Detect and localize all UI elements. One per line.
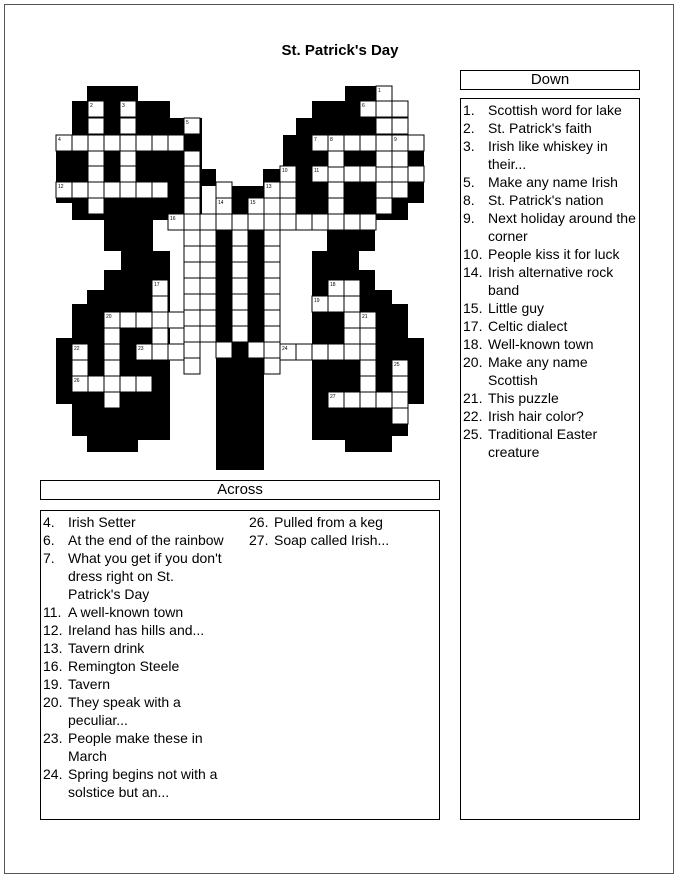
clue-item	[463, 137, 637, 173]
cell-number: 24	[282, 346, 288, 352]
cell-number: 23	[138, 346, 144, 352]
clue-text: Scottish word for lake	[488, 102, 622, 118]
cell-number: 19	[314, 298, 320, 304]
clue-text: Make any name Scottish	[488, 354, 588, 388]
cell-number: 15	[250, 200, 256, 206]
across-clues-box	[40, 510, 440, 820]
clue-item	[43, 639, 225, 657]
cell-number: 14	[218, 200, 224, 206]
down-clues-box	[460, 98, 640, 820]
clue-number: 15.	[463, 300, 483, 316]
clue-item	[43, 657, 225, 675]
clue-text: Celtic dialect	[488, 318, 568, 334]
cell-number: 22	[74, 346, 80, 352]
clue-item	[43, 603, 225, 621]
clue-item	[463, 425, 637, 461]
clue-item	[43, 675, 225, 693]
clue-text: Traditional Easter creature	[488, 426, 598, 460]
cell-number: 18	[330, 282, 336, 288]
clue-number: 18.	[463, 336, 483, 352]
clue-item	[463, 173, 637, 191]
clue-text: Remington Steele	[68, 658, 180, 674]
cell-number: 5	[186, 120, 189, 126]
clue-number: 13.	[43, 640, 63, 656]
cell-number: 10	[282, 168, 288, 174]
clue-item	[463, 389, 637, 407]
clue-number: 14.	[463, 264, 483, 280]
cell-number: 27	[330, 394, 336, 400]
cell-number: 8	[330, 137, 333, 143]
cell-number: 11	[314, 168, 320, 174]
clue-item	[463, 317, 637, 335]
clue-number: 16.	[43, 658, 63, 674]
clue-number: 5.	[463, 174, 475, 190]
clue-number: 3.	[463, 138, 475, 154]
cell-number: 25	[394, 362, 400, 368]
clue-text: St. Patrick's nation	[488, 192, 604, 208]
clue-text: Soap called Irish...	[274, 532, 390, 548]
clue-number: 12.	[43, 622, 63, 638]
clue-number: 1.	[463, 102, 475, 118]
cell-number: 7	[314, 137, 317, 143]
cell-number: 4	[58, 137, 61, 143]
cell-number: 26	[74, 378, 80, 384]
clue-number: 10.	[463, 246, 483, 262]
clue-number: 6.	[43, 532, 55, 548]
clue-text: They speak with a peculiar...	[68, 694, 181, 728]
clue-item	[463, 263, 637, 299]
clue-number: 9.	[463, 210, 475, 226]
clue-number: 11.	[43, 604, 62, 620]
clue-item	[43, 549, 225, 603]
clue-number: 24.	[43, 766, 63, 782]
cell-number: 9	[394, 137, 397, 143]
clue-text: Irish Setter	[68, 514, 136, 530]
clue-item	[463, 209, 637, 245]
clue-item	[43, 531, 225, 549]
across-clue-column-1	[43, 513, 225, 801]
across-header: Across	[40, 480, 440, 500]
clue-number: 21.	[463, 390, 483, 406]
clue-item	[43, 765, 225, 801]
clue-text: Next holiday around the corner	[488, 210, 636, 244]
clue-number: 23.	[43, 730, 63, 746]
clue-text: This puzzle	[488, 390, 559, 406]
clue-text: St. Patrick's faith	[488, 120, 592, 136]
clue-item	[463, 299, 637, 317]
clue-number: 7.	[43, 550, 55, 566]
clue-text: Tavern drink	[68, 640, 145, 656]
clue-number: 4.	[43, 514, 55, 530]
across-clue-column-2	[249, 513, 437, 549]
clue-number: 2.	[463, 120, 475, 136]
clue-item	[463, 101, 637, 119]
clue-item	[43, 513, 225, 531]
clue-item	[463, 191, 637, 209]
cell-number: 3	[122, 103, 125, 109]
page-title: St. Patrick's Day	[281, 42, 399, 59]
clue-text: Pulled from a keg	[274, 514, 383, 530]
cell-number: 16	[170, 216, 176, 222]
down-clue-list	[463, 101, 637, 461]
clue-text: At the end of the rainbow	[68, 532, 224, 548]
cell-number: 1	[378, 88, 381, 94]
cell-number: 2	[90, 103, 93, 109]
clue-number: 26.	[249, 514, 269, 530]
cell-number: 20	[106, 314, 112, 320]
clue-number: 19.	[43, 676, 63, 692]
clue-item	[463, 119, 637, 137]
clue-number: 27.	[249, 532, 269, 548]
cell-number: 13	[266, 184, 272, 190]
clue-text: Irish hair color?	[488, 408, 584, 424]
clue-item	[463, 245, 637, 263]
clue-text: What you get if you don't dress right on St. Patrick's Day	[68, 550, 222, 602]
clue-text: Little guy	[488, 300, 545, 316]
clue-text: Irish alternative rock band	[488, 264, 614, 298]
clue-item	[249, 531, 437, 549]
clue-text: Tavern	[68, 676, 111, 692]
cell-number: 17	[154, 282, 160, 288]
clue-item	[463, 335, 637, 353]
clue-text: Ireland has hills and...	[68, 622, 205, 638]
clue-number: 22.	[463, 408, 483, 424]
clue-text: A well-known town	[68, 604, 184, 620]
clue-text: Spring begins not with a solstice but an...	[68, 766, 218, 800]
clue-item	[43, 693, 225, 729]
clue-text: Well-known town	[488, 336, 594, 352]
clue-text: People make these in March	[68, 730, 203, 764]
clue-item	[463, 407, 637, 425]
clue-text: People kiss it for luck	[488, 246, 620, 262]
clue-item	[249, 513, 437, 531]
clue-text: Irish like whiskey in their...	[488, 138, 608, 172]
clue-text: Make any name Irish	[488, 174, 618, 190]
clue-item	[43, 621, 225, 639]
clue-number: 8.	[463, 192, 475, 208]
clue-number: 17.	[463, 318, 483, 334]
cell-number: 12	[58, 184, 64, 190]
cell-number: 21	[362, 314, 368, 320]
clue-number: 25.	[463, 426, 483, 442]
clue-number: 20.	[463, 354, 483, 370]
cell-number: 6	[362, 103, 365, 109]
clue-item	[463, 353, 637, 389]
clue-number: 20.	[43, 694, 63, 710]
clue-item	[43, 729, 225, 765]
down-header: Down	[460, 70, 640, 90]
